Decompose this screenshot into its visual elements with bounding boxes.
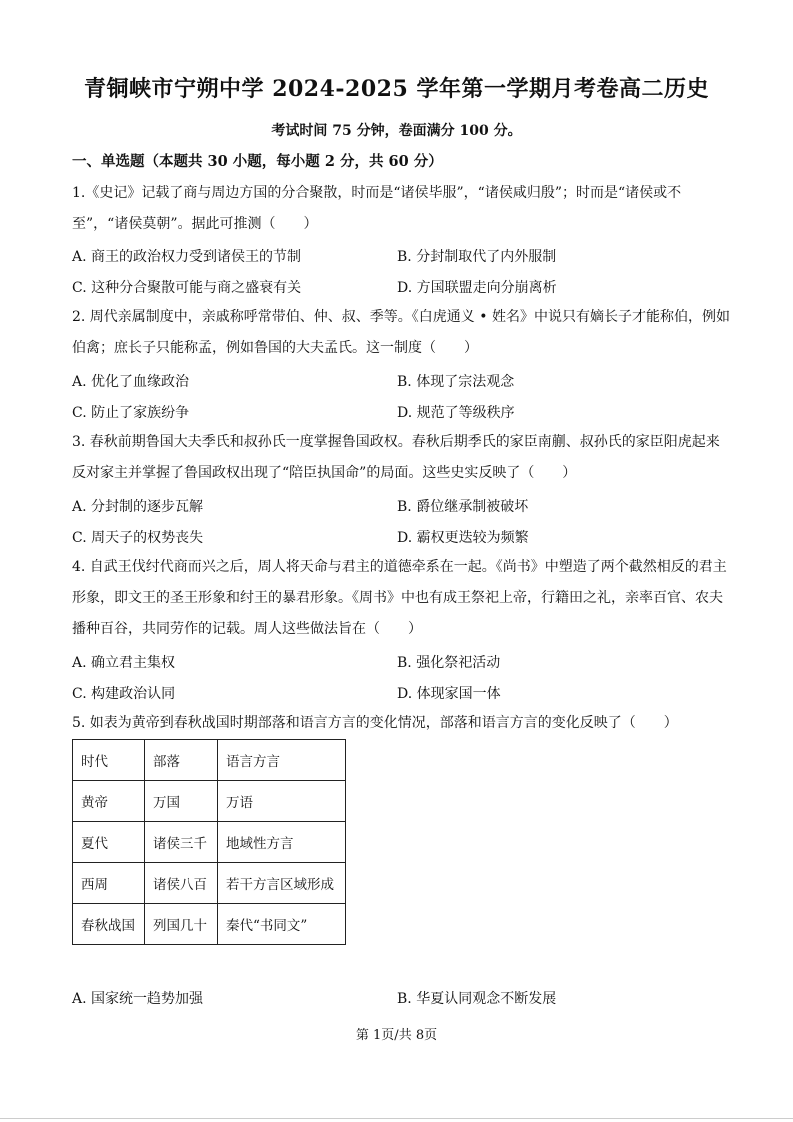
table-cell: 诸侯八百	[145, 863, 218, 904]
table-cell: 万国	[145, 781, 218, 822]
question-3-stem: 3. 春秋前期鲁国大夫季氏和叔孙氏一度掌握鲁国政权。春秋后期季氏的家臣南蒯、叔孙氏的家臣阳虎起来反对家主并掌握了鲁国政权出现了“陪臣执国命”的局面。这些史实反映了（ ）	[72, 434, 720, 481]
table-row	[73, 904, 346, 945]
table-cell: 地域性方言	[218, 822, 346, 863]
question-2-option-a: A. 优化了血缘政治	[72, 374, 190, 390]
question-4-stem: 4. 自武王伐纣代商而兴之后，周人将天命与君主的道德牵系在一起。《尚书》中塑造了两个截然相反的君主形象，即文王的圣王形象和纣王的暴君形象。《周书》中也有成王祭祀上帝，行籍田之礼，亲率百官、农夫播种百谷，共同劳作的记载。周人这些做法旨在（ ）	[72, 559, 727, 637]
question-4-option-d: D. 体现家国一体	[397, 686, 501, 702]
table-cell: 诸侯三千	[145, 822, 218, 863]
exam-title: 青铜峡市宁朔中学 2024-2025 学年第一学期月考卷高二历史	[84, 76, 709, 102]
question-3-option-a: A. 分封制的逐步瓦解	[72, 499, 204, 515]
table-header-row	[73, 740, 346, 781]
section-heading: 一、单选题（本题共 30 小题，每小题 2 分，共 60 分）	[72, 153, 443, 170]
table-header-cell: 部落	[145, 740, 218, 781]
question-3-option-c: C. 周天子的权势丧失	[72, 530, 204, 546]
question-1-option-c: C. 这种分合聚散可能与商之盛衰有关	[72, 280, 302, 296]
question-4-option-c: C. 构建政治认同	[72, 686, 176, 702]
dialect-table	[72, 739, 346, 945]
exam-subtitle: 考试时间 75 分钟，卷面满分 100 分。	[271, 123, 522, 139]
table-row	[73, 863, 346, 904]
table-cell: 秦代“书同文”	[218, 904, 346, 945]
question-5-stem: 5. 如表为黄帝到春秋战国时期部落和语言方言的变化情况，部落和语言方言的变化反映了（ ）	[72, 715, 678, 731]
question-1-option-d: D. 方国联盟走向分崩离析	[397, 280, 557, 296]
table-header-cell: 语言方言	[218, 740, 346, 781]
question-2-option-c: C. 防止了家族纷争	[72, 405, 190, 421]
table-cell: 春秋战国	[73, 904, 145, 945]
question-5-option-b: B. 华夏认同观念不断发展	[397, 991, 557, 1007]
table-cell: 西周	[73, 863, 145, 904]
question-2-option-b: B. 体现了宗法观念	[397, 374, 515, 390]
question-5-option-a: A. 国家统一趋势加强	[72, 991, 204, 1007]
question-4-option-b: B. 强化祭祀活动	[397, 655, 501, 671]
table-cell: 黄帝	[73, 781, 145, 822]
table-cell: 夏代	[73, 822, 145, 863]
table-cell: 万语	[218, 781, 346, 822]
table-cell: 若干方言区域形成	[218, 863, 346, 904]
question-4-option-a: A. 确立君主集权	[72, 655, 176, 671]
table-row	[73, 781, 346, 822]
table-header-cell: 时代	[73, 740, 145, 781]
question-1-option-b: B. 分封制取代了内外服制	[397, 249, 557, 265]
table-cell: 列国几十	[145, 904, 218, 945]
question-2-option-d: D. 规范了等级秩序	[397, 405, 515, 421]
page-number: 第 1页/共 8页	[355, 1028, 438, 1043]
table-row	[73, 822, 346, 863]
question-3-option-d: D. 霸权更迭较为频繁	[397, 530, 529, 546]
question-2-stem: 2. 周代亲属制度中，亲戚称呼常带伯、仲、叔、季等。《白虎通义 • 姓名》中说只有嫡长子才能称伯，例如伯禽；庶长子只能称孟，例如鲁国的大夫孟氏。这一制度（ ）	[72, 309, 730, 356]
page-bottom-divider	[0, 1118, 793, 1119]
question-1-option-a: A. 商王的政治权力受到诸侯王的节制	[72, 249, 302, 265]
question-1-stem: 1.《史记》记载了商与周边方国的分合聚散，时而是“诸侯毕服”，“诸侯咸归殷”；时而是“诸侯或不至”，“诸侯莫朝”。据此可推测（ ）	[72, 185, 682, 232]
question-3-option-b: B. 爵位继承制被破坏	[397, 499, 529, 515]
